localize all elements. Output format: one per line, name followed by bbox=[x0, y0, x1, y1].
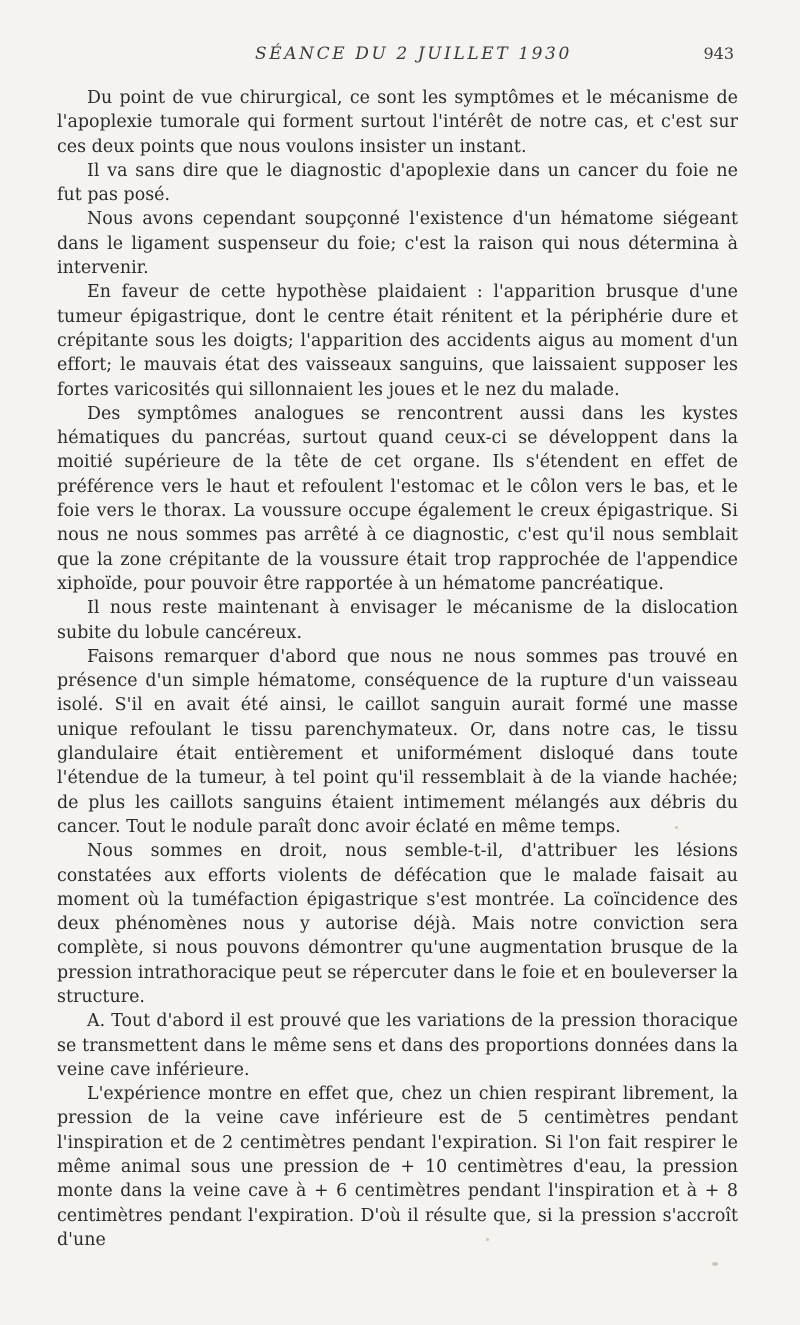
paragraph-diagnosis-not-made: Il va sans dire que le diagnostic d'apoplexie dans un cancer du foie ne fut pas posé. bbox=[57, 160, 738, 206]
paper-speck bbox=[675, 826, 678, 829]
paragraph-not-simple-hematoma: Faisons remarquer d'abord que nous ne nous sommes pas trouvé en présence d'un simple hématome, conséquence de la rupture d'un vaisseau isolé. S'il en avait été ainsi, le caillot sanguin aurait formé une masse unique refoulant le tissu parenchymateux. Or, dans notre cas, le tissu glandulaire était entièrement et uniformément disloqué dans toute l'étendue de la tumeur, à tel point qu'il ressemblait à de la viande hachée; de plus les caillots sanguins étaient intimement mélangés aux débris du cancer. Tout le nodule paraît donc avoir éclaté en même temps. bbox=[57, 646, 738, 837]
paragraph-dislocation-mechanism: Il nous reste maintenant à envisager le mécanisme de la dislocation subite du lobule cancéreux. bbox=[57, 598, 738, 643]
paragraph-dog-experiment: L'expérience montre en effet que, chez un chien respirant librement, la pression de la veine cave inférieure est de 5 centimètres pendant l'inspiration et de 2 centimètres pendant l'expiration. Si l'on fait respirer le même animal sous une pression de + 10 centimètres d'eau, la pression monte dans la veine cave à + 6 centimètres pendant l'inspiration et à + 8 centimètres pendant l'expiration. D'où il résulte que, si la pression s'accroît d'une bbox=[57, 1084, 738, 1250]
paragraph-defecation-efforts: Nous sommes en droit, nous semble-t-il, d'attribuer les lésions constatées aux efforts violents de défécation que le malade faisait au moment où la tuméfaction épigastrique s'est montrée. La coïncidence des deux phénomènes nous y autorise déjà. Mais notre conviction sera complète, si nous pouvons démontrer qu'une augmentation brusque de la pression intrathoracique peut se répercuter dans le foie et en bouleverser la structure. bbox=[57, 841, 738, 1007]
page-number: 943 bbox=[703, 44, 734, 63]
paragraph-surgical-viewpoint: Du point de vue chirurgical, ce sont les symptômes et le mécanisme de l'apoplexie tumorale qui forment surtout l'intérêt de notre cas, et c'est sur ces deux points que nous voulons insister un instant. bbox=[57, 88, 738, 157]
running-header bbox=[0, 44, 800, 70]
paper-speck bbox=[486, 1238, 489, 1241]
paragraph-thoracic-pressure: A. Tout d'abord il est prouvé que les variations de la pression thoracique se transmettent dans le même sens et dans des proportions données dans la veine cave inférieure. bbox=[57, 1011, 738, 1080]
paper-speck bbox=[712, 1262, 718, 1266]
paragraph-pancreatic-cysts: Des symptômes analogues se rencontrent aussi dans les kystes hématiques du pancréas, surtout quand ceux-ci se développent dans la moitié supérieure de la tête de cet organe. Ils s'étendent en effet de préférence vers le haut et refoulent l'estomac et le côlon vers le bas, et le foie vers le thorax. La voussure occupe également le creux épigastrique. Si nous ne nous sommes pas arrêté à ce diagnostic, c'est qu'il nous semblait que la zone crépitante de la voussure était trop rapprochée de l'appendice xiphoïde, pour pouvoir être rapportée à un hématome pancréatique. bbox=[57, 403, 738, 594]
running-title: SÉANCE DU 2 JUILLET 1930 bbox=[255, 44, 572, 64]
paragraph-hematoma-suspicion: Nous avons cependant soupçonné l'existence d'un hématome siégeant dans le ligament suspenseur du foie; c'est la raison qui nous détermina à intervenir. bbox=[57, 209, 738, 279]
paragraph-hypothesis-arguments: En faveur de cette hypothèse plaidaient : l'apparition brusque d'une tumeur épigastrique, dont le centre était rénitent et la périphérie dure et crépitante sous les doigts; l'apparition des accidents aigus au moment d'un effort; le mauvais état des vaisseaux sanguins, que laissaient supposer les fortes varicosités qui sillonnaient les joues et le nez du malade. bbox=[57, 282, 738, 400]
body-text bbox=[57, 86, 738, 1252]
